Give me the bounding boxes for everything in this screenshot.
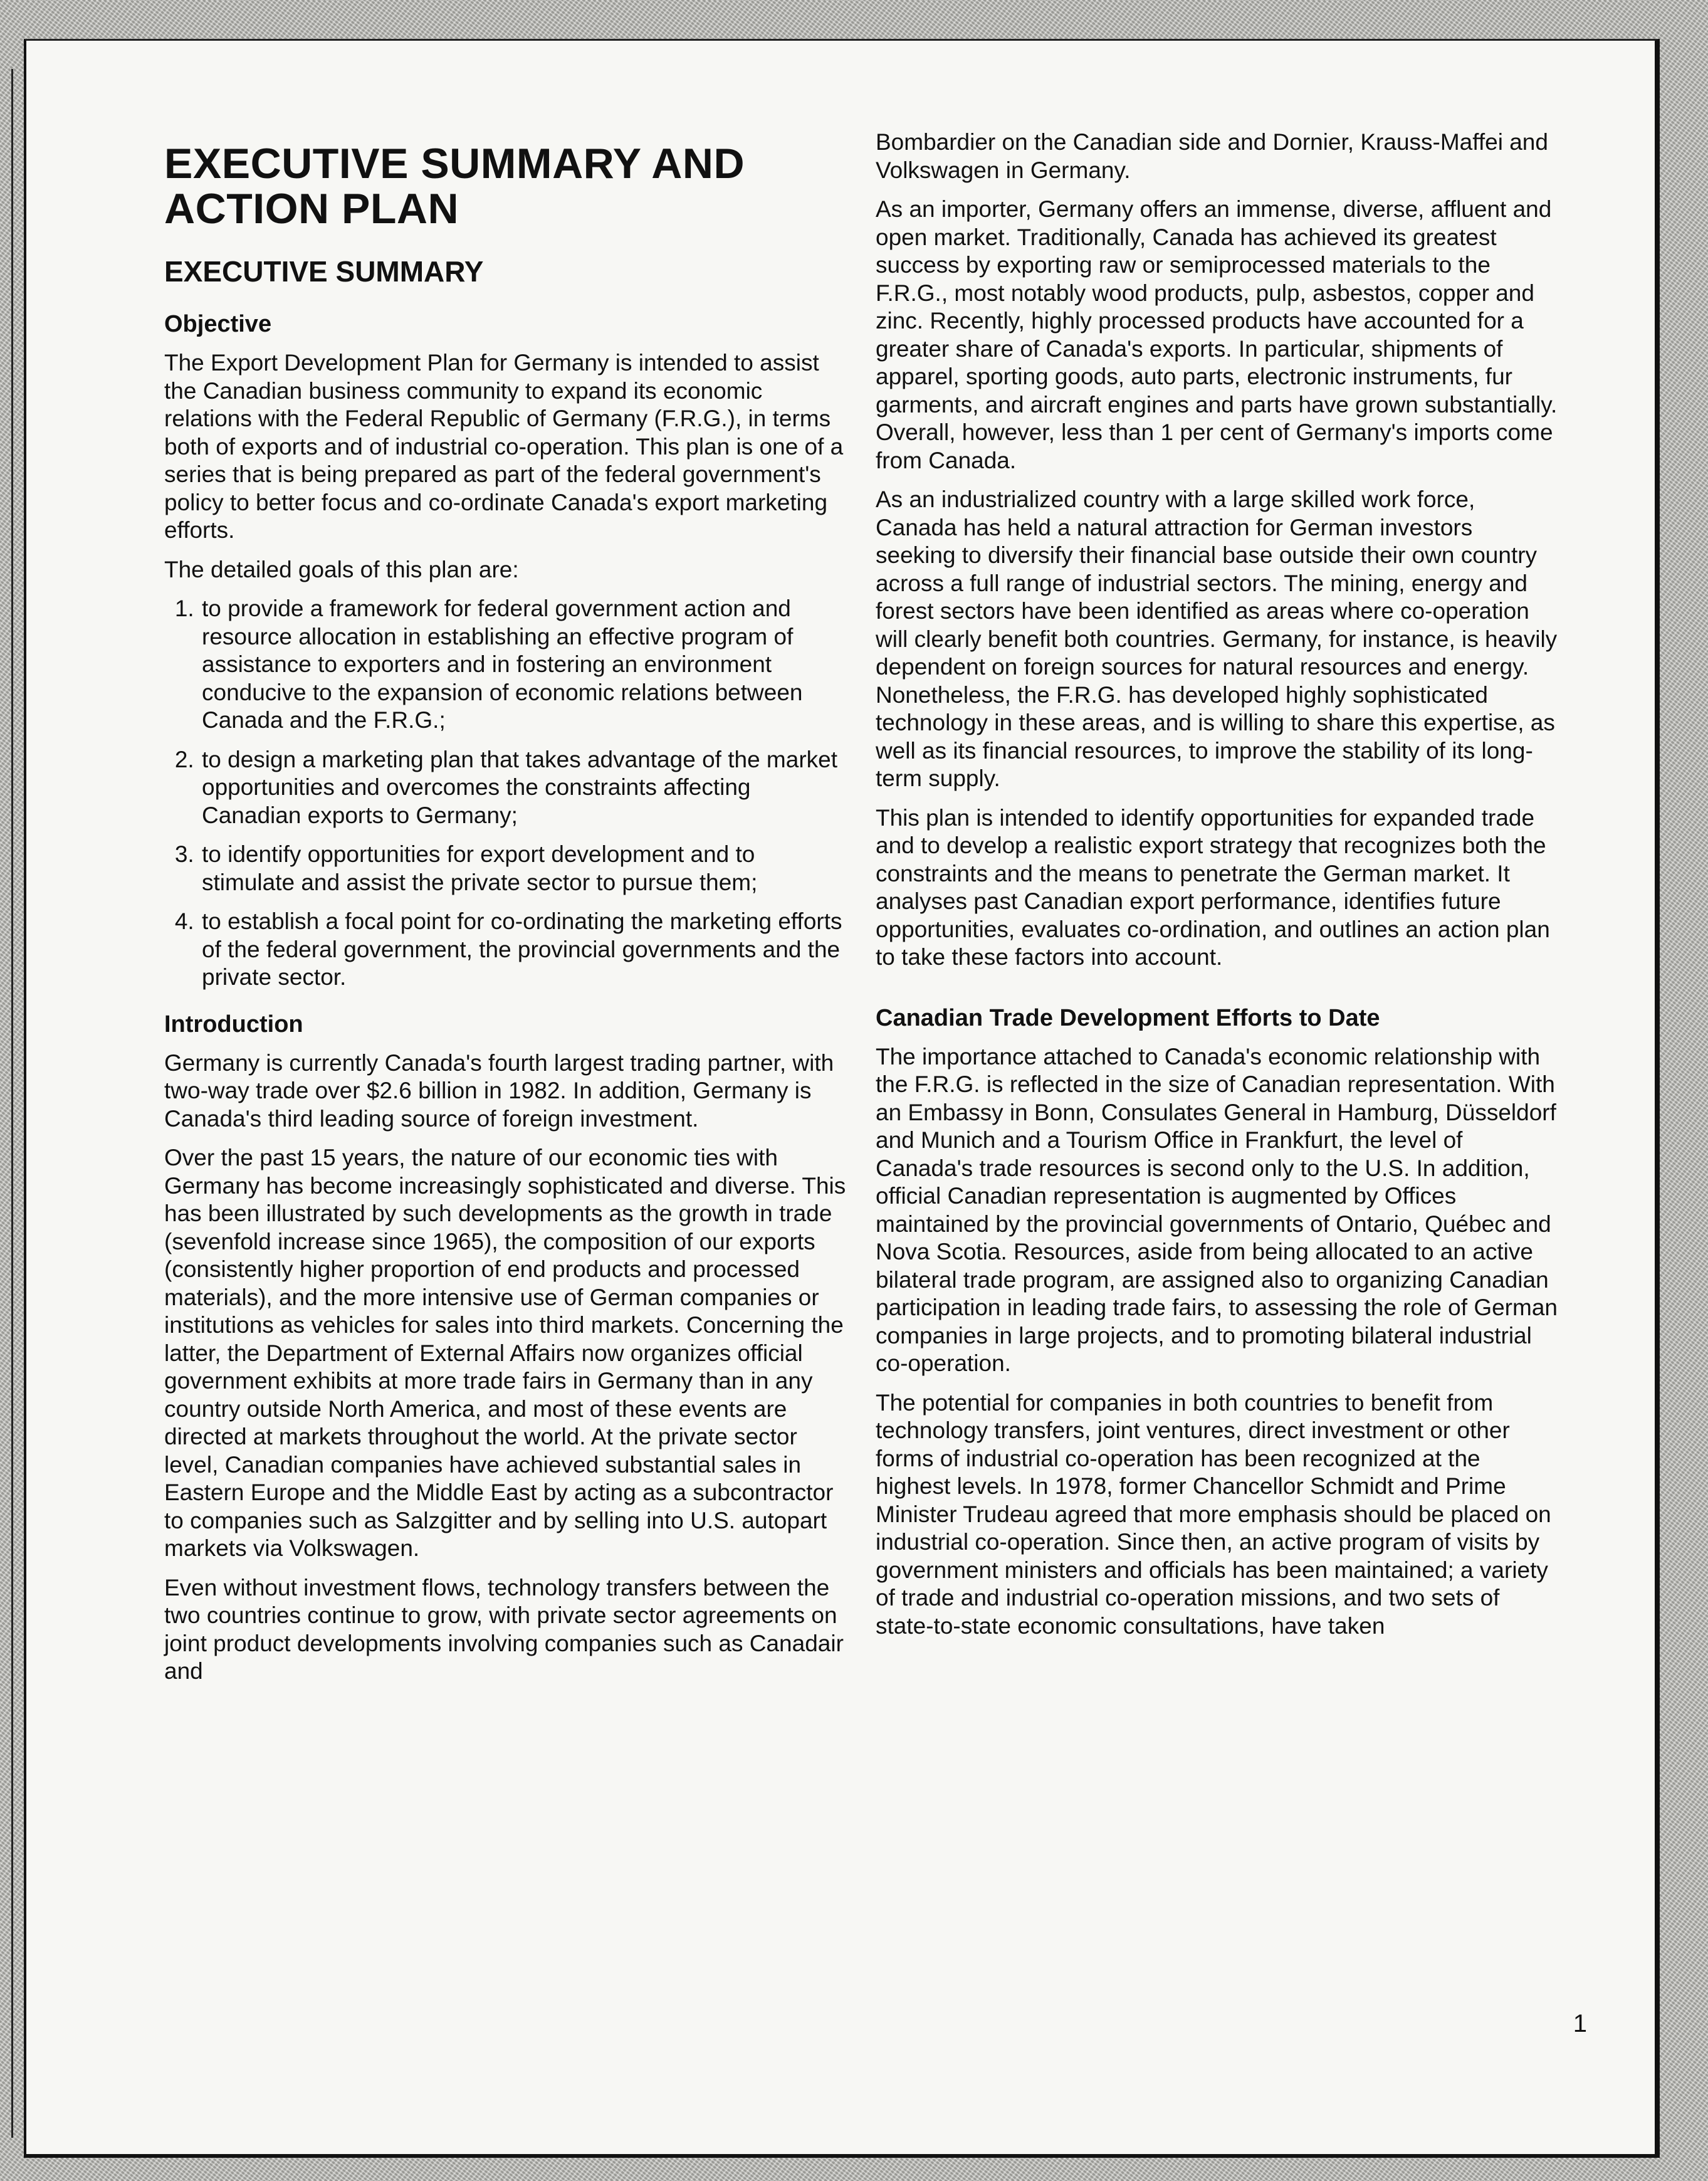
trade-efforts-heading: Canadian Trade Development Efforts to Date [876, 1004, 1380, 1031]
page-number: 1 [1573, 2010, 1587, 2037]
plan-paragraph: This plan is intended to identify opportunities for expanded trade and to develop a realistic export strategy that recognizes both the constraints and the means to penetrate the German market. It analyses past Canadian export performance, identifies future opportunities, evaluates co-ordination, and outlines an action plan to take these factors into account. [876, 804, 1550, 970]
goal-item: 1. to provide a framework for federal government action and resource allocation in establishing an effective program of assistance to exporters and in fostering an environment conducive to the expansion of economic relations between Canada and the F.R.G.; [201, 595, 847, 735]
importance-paragraph: The importance attached to Canada's economic relationship with the F.R.G. is reflected in the size of Canadian representation. With an Embassy in Bonn, Consulates General in Hamburg, Düsseldorf and Munich and a Tourism Office in Frankfurt, the level of Canada's trade resources is second only to the U.S. In addition, official Canadian representation is augmented by Offices maintained by the provincial governments of Ontario, Québec and Nova Scotia. Resources, aside from being allocated to an active bilateral trade program, are assigned also to organizing Canadian participation in leading trade fairs, to assessing the role of German companies in large projects, and to promoting bilateral industrial co-operation. [876, 1043, 1558, 1376]
document-page [24, 39, 1660, 2158]
intro-paragraph: Even without investment flows, technology transfers between the two countries continue to grow, with private sector agreements on joint product developments involving companies such as Canadair and [164, 1574, 844, 1684]
page-title: EXECUTIVE SUMMARY AND ACTION PLAN [164, 140, 745, 233]
section-gap [876, 983, 1559, 1004]
goals-intro-paragraph: The detailed goals of this plan are: [164, 556, 519, 582]
potential-paragraph: The potential for companies in both countries to benefit from technology transfers, joint ventures, direct investment or other forms of industrial co-operation has been recognized at the highest levels. In 1978, former Chancellor Schmidt and Prime Minister Trudeau agreed that more emphasis should be placed on industrial co-operation. Since then, an active program of visits by government ministers and officials has been maintained; a variety of trade and industrial co-operation missions, and two sets of state-to-state economic consultations, have taken [876, 1389, 1551, 1639]
industrialized-paragraph: As an industrialized country with a large skilled work force, Canada has held a natural attraction for German investors seeking to diversify their financial base outside their own country across a full range of industrial sectors. The mining, energy and forest sectors have been identified as areas where co-operation will clearly benefit both countries. Germany, for instance, is heavily dependent on foreign sources for natural resources and energy. Nonetheless, the F.R.G. has developed highly sophisticated technology in these areas, and is willing to share this expertise, as well as its financial resources, to improve the stability of its long-term supply. [876, 486, 1558, 791]
section-title: EXECUTIVE SUMMARY [164, 255, 484, 288]
goals-list [164, 595, 847, 992]
left-column [164, 141, 847, 1697]
goal-item: 3. to identify opportunities for export development and to stimulate and assist the private sector to pursue them; [201, 841, 847, 896]
intro-paragraph: Over the past 15 years, the nature of our economic ties with Germany has become increasingly sophisticated and diverse. This has been illustrated by such developments as the growth in trade (sevenfold increase since 1965), the composition of our exports (consistently higher proportion of end products and processed materials), and the more intensive use of German companies or institutions as vehicles for sales into third markets. Concerning the latter, the Department of External Affairs now organizes official government exhibits at more trade fairs in Germany than in any country outside North America, and most of these events are directed at markets throughout the world. At the private sector level, Canadian companies have achieved substantial sales in Eastern Europe and the Middle East by acting as a subcontractor to companies such as Salzgitter and by selling into U.S. autopart markets via Volkswagen. [164, 1145, 846, 1561]
intro-paragraph: Germany is currently Canada's fourth largest trading partner, with two-way trade over $2.6 billion in 1982. In addition, Germany is Canada's third leading source of foreign investment. [164, 1049, 834, 1132]
right-column [876, 129, 1559, 1651]
goal-item: 2. to design a marketing plan that takes advantage of the market opportunities and overcomes the constraints affecting Canadian exports to Germany; [201, 746, 847, 830]
binding-edge-line [11, 69, 13, 2138]
objective-heading: Objective [164, 311, 272, 337]
goal-item: 4. to establish a focal point for co-ordinating the marketing efforts of the federal government, the provincial governments and the private sector. [201, 908, 847, 992]
continued-paragraph: Bombardier on the Canadian side and Dornier, Krauss-Maffei and Volkswagen in Germany. [876, 129, 1548, 183]
importer-paragraph: As an importer, Germany offers an immense, diverse, affluent and open market. Traditionally, Canada has achieved its greatest success by exporting raw or semiprocessed materials to the F.R.G., most notably wood products, pulp, asbestos, copper and zinc. Recently, highly processed products have accounted for a greater share of Canada's exports. In particular, shipments of apparel, sporting goods, auto parts, electronic instruments, fur garments, and aircraft engines and parts have grown substantially. Overall, however, less than 1 per cent of Germany's imports come from Canada. [876, 196, 1558, 473]
objective-paragraph: The Export Development Plan for Germany is intended to assist the Canadian business community to expand its economic relations with the Federal Republic of Germany (F.R.G.), in terms both of exports and of industrial co-operation. This plan is one of a series that is being prepared as part of the federal government's policy to better focus and co-ordinate Canada's export marketing efforts. [164, 350, 844, 543]
introduction-heading: Introduction [164, 1011, 303, 1038]
